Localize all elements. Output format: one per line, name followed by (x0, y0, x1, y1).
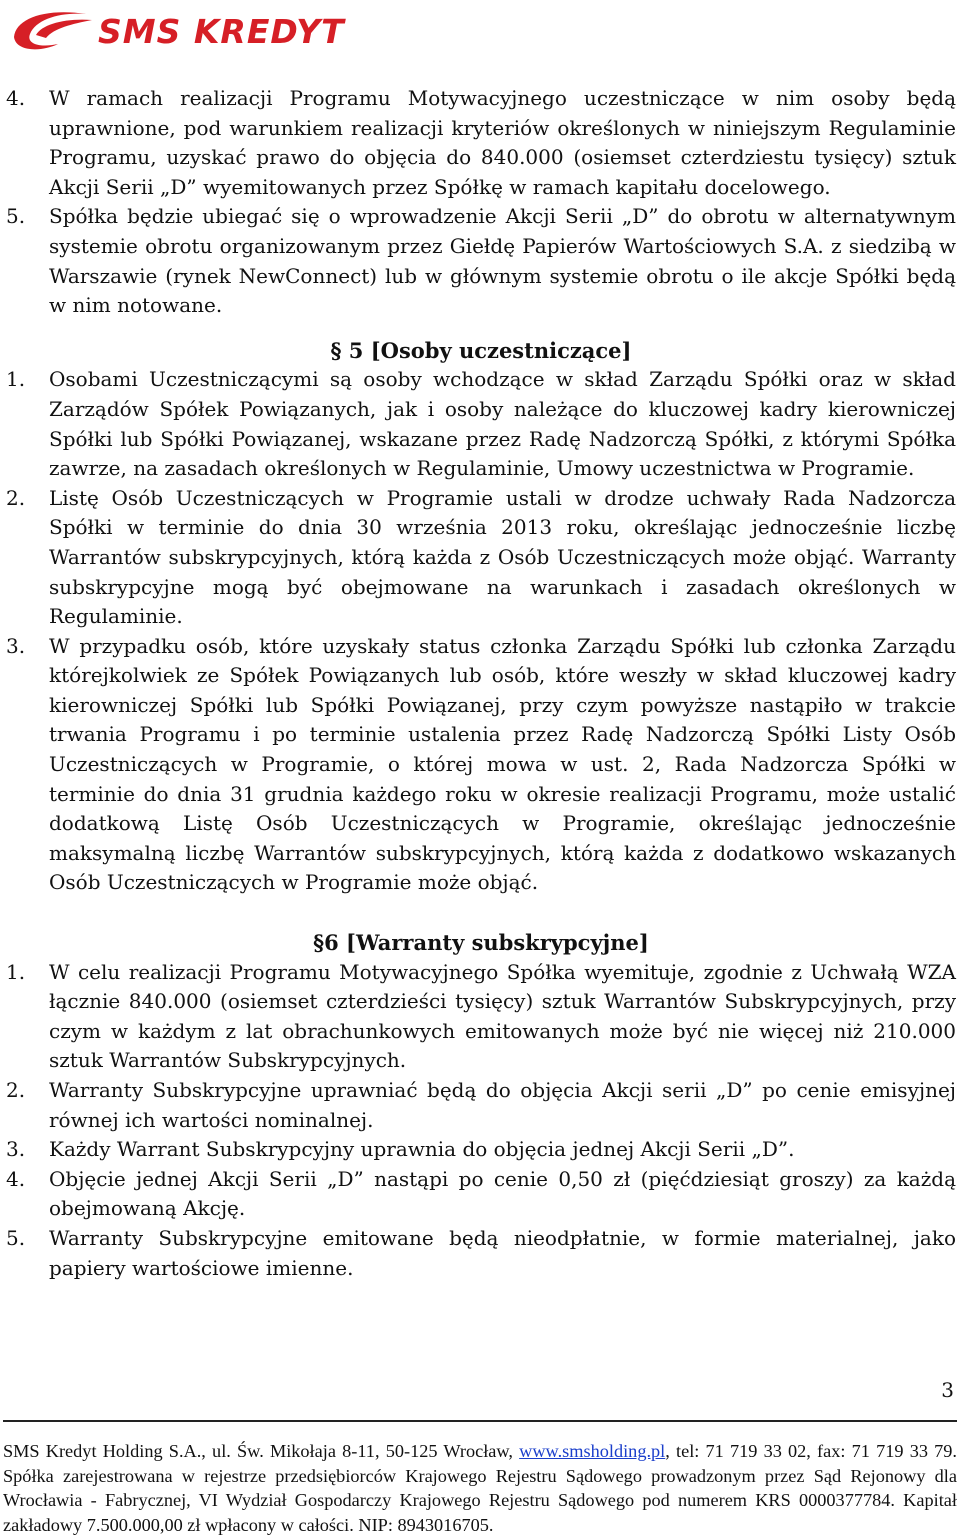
section-heading-6: §6 [Warranty subskrypcyjne] (313, 930, 649, 956)
footer-divider (3, 1420, 957, 1422)
list-number: 1. (6, 959, 26, 984)
list-number: 5. (6, 204, 26, 229)
list-number: 1. (6, 367, 26, 392)
list-text: W przypadku osób, które uzyskały status członka Zarządu Spółki lub członka Zarządu którejkolwiek ze Spółek Powiązanych lub osób, które weszły w skład kluczowej kadry kierowniczej Spółki lub Spółki Powiązanej, przy czym powyższe nastąpiło w trakcie trwania Programu i po terminie ustalenia przez Radę Nadzorczą Spółki Listy Osób Uczestniczących w Programie, o której mowa w ust. 2, Rada Nadzorcza Spółki w terminie do dnia 31 grudnia każdego roku w okresie realizacji Programu, może ustalić dodatkową Listę Osób Uczestniczących w Programie, określając jednocześnie maksymalną liczbę Warrantów subskrypcyjnych, którą każda z dodatkowo wskazanych Osób Uczestniczących w Programie może objąć. (49, 633, 956, 895)
list-item (6, 632, 956, 898)
sms-kredyt-logo (6, 4, 446, 62)
footer-registration: , tel: 71 719 33 02, fax: 71 719 33 79. Spółka zarejestrowana w rejestrze przedsiębiorców Krajowego Rejestru Sądowego prowadzonym przez Sąd Rejonowy dla Wrocławia - Fabrycznej, VI Wydział Gospodarczy Krajowego Rejestru Sądowego pod numerem KRS 0000377784. Kapitał zakładowy 7.500.000,00 zł wpłacony w całości. NIP: 8943016705. (3, 1441, 958, 1535)
list-text: Każdy Warrant Subskrypcyjny uprawnia do objęcia jednej Akcji Serii „D”. (49, 1137, 795, 1162)
list-item (6, 202, 956, 320)
page-number: 3 (941, 1378, 954, 1402)
list-item (6, 1135, 956, 1165)
list-text: Warranty Subskrypcyjne uprawniać będą do objęcia Akcji serii „D” po cenie emisyjnej równej ich wartości nominalnej. (49, 1078, 956, 1132)
list-text: W celu realizacji Programu Motywacyjnego Spółka wyemituje, zgodnie z Uchwałą WZA łącznie 840.000 (osiemset czterdzieści tysięcy) sztuk Warrantów Subskrypcyjnych, przy czym w każdym z lat obrachunkowych emitowanych może być nie więcej niż 210.000 sztuk Warrantów Subskrypcyjnych. (49, 959, 956, 1073)
list-text: Warranty Subskrypcyjne emitowane będą nieodpłatnie, w formie materialnej, jako papiery wartościowe imienne. (49, 1225, 956, 1280)
list-item (6, 1076, 956, 1135)
list-item (6, 958, 956, 1076)
list-number: 4. (6, 1166, 26, 1191)
list-number: 5. (6, 1225, 26, 1250)
list-item (6, 1165, 956, 1224)
list-text: Objęcie jednej Akcji Serii „D” nastąpi po cenie 0,50 zł (pięćdziesiąt groszy) za każdą obejmowaną Akcję. (49, 1166, 956, 1221)
company-footer (3, 1439, 957, 1537)
logo-wordmark: SMS KREDYT (98, 12, 345, 51)
list-text: Listę Osób Uczestniczących w Programie ustali w drodze uchwały Rada Nadzorcza Spółki w terminie do dnia 30 września 2013 roku, określając jednocześnie liczbę Warrantów subskrypcyjnych, którą każda z Osób Uczestniczących może objąć. Warranty subskrypcyjne mogą być obejmowane na warunkach i zasadach określonych w Regulaminie. (49, 485, 956, 629)
website-link[interactable]: www.smsholding.pl (519, 1441, 666, 1461)
footer-address: SMS Kredyt Holding S.A., ul. Św. Mikołaja 8-11, 50-125 Wrocław, (3, 1441, 520, 1461)
list-text: W ramach realizacji Programu Motywacyjnego uczestniczące w nim osoby będą uprawnione, pod warunkiem realizacji kryteriów określonych w niniejszym Regulaminie Programu, uzyskać prawo do objęcia do 840.000 (osiemset czterdziestu tysięcy) sztuk Akcji Serii „D” wyemitowanych przez Spółkę w ramach kapitału docelowego. (49, 86, 956, 199)
list-number: 3. (6, 1137, 26, 1162)
list-number: 2. (6, 1078, 26, 1102)
list-number: 4. (6, 86, 26, 110)
section-heading-5: § 5 [Osoby uczestniczące] (330, 337, 632, 363)
list-item (6, 484, 956, 632)
list-item (6, 1224, 956, 1283)
logo-swoosh-icon (6, 4, 98, 62)
regulation-body (6, 84, 956, 1283)
list-text: Spółka będzie ubiegać się o wprowadzenie Akcji Serii „D” do obrotu w alternatywnym systemie obrotu organizowanym przez Giełdę Papierów Wartościowych S.A. z siedzibą w Warszawie (rynek NewConnect) lub w głównym systemie obrotu o ile akcje Spółki będą w nim notowane. (49, 204, 956, 318)
list-number: 2. (6, 485, 26, 510)
list-item (6, 365, 956, 483)
list-item (6, 84, 956, 202)
list-number: 3. (6, 633, 26, 658)
list-text: Osobami Uczestniczącymi są osoby wchodzące w skład Zarządu Spółki oraz w skład Zarządów Spółek Powiązanych, jak i osoby należące do kluczowej kadry kierowniczej Spółki lub Spółki Powiązanej, wskazane przez Radę Nadzorczą Spółki, z którymi Spółka zawrze, na zasadach określonych w Regulaminie, Umowy uczestnictwa w Programie. (49, 367, 956, 481)
